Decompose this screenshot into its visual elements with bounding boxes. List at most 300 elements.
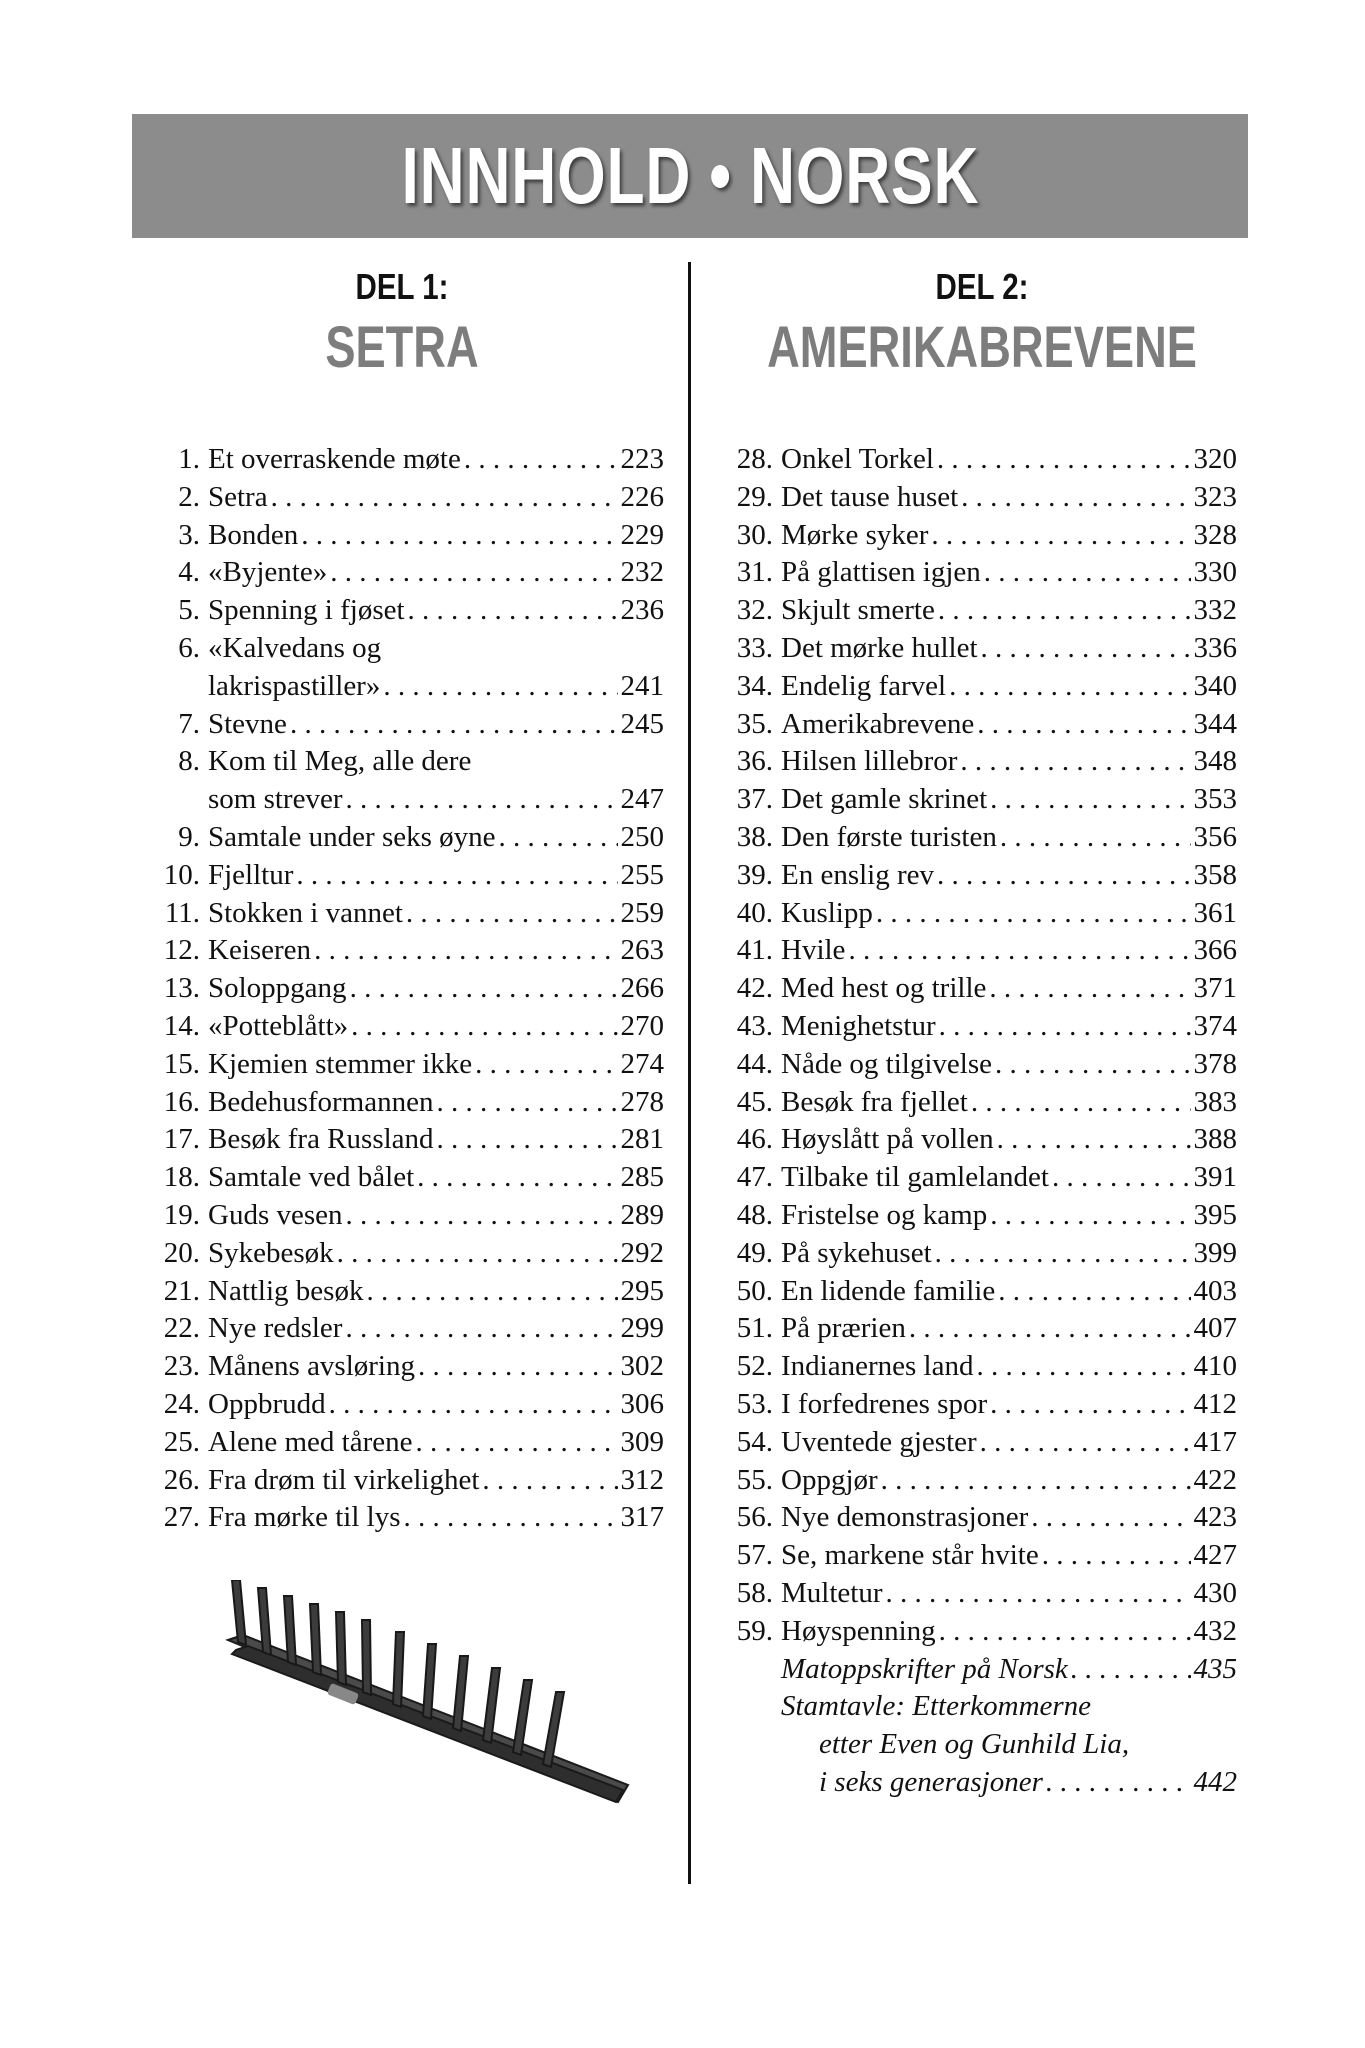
toc-entry-page: 250 xyxy=(620,820,664,853)
toc-entry-number: 21. xyxy=(163,1274,200,1307)
toc-entry[interactable] xyxy=(705,630,1237,668)
toc-entry[interactable] xyxy=(132,592,664,630)
toc-entry-title: Uventede gjester xyxy=(781,1425,977,1458)
leader-dots xyxy=(949,668,1190,706)
toc-entry-number: 11. xyxy=(164,896,200,929)
toc-entry-number: 13. xyxy=(163,972,200,1005)
toc-entry[interactable] xyxy=(132,895,664,933)
toc-entry[interactable] xyxy=(132,479,664,517)
toc-entry-page: 255 xyxy=(620,858,664,891)
toc-entry[interactable] xyxy=(132,1386,664,1424)
toc-entry-page: 442 xyxy=(1193,1765,1237,1798)
leader-dots xyxy=(1031,1499,1190,1537)
toc-entry[interactable] xyxy=(705,895,1237,933)
toc-entry-page: 323 xyxy=(1193,480,1237,513)
toc-entry-page: 241 xyxy=(620,669,664,702)
toc-entry[interactable] xyxy=(705,1197,1237,1235)
leader-dots xyxy=(464,441,618,479)
toc-column-right xyxy=(705,441,1237,1802)
toc-entry[interactable] xyxy=(132,517,664,555)
toc-entry-title: Soloppgang xyxy=(208,972,347,1005)
leader-dots xyxy=(350,970,618,1008)
toc-entry-title: På prærien xyxy=(781,1312,906,1345)
toc-entry-page: 312 xyxy=(620,1463,664,1496)
toc-entry-page: 226 xyxy=(620,480,664,513)
toc-entry[interactable] xyxy=(705,1159,1237,1197)
leader-dots xyxy=(938,592,1191,630)
leader-dots xyxy=(939,1008,1191,1046)
toc-entry-number: 53. xyxy=(736,1387,773,1420)
toc-entry[interactable] xyxy=(705,517,1237,555)
toc-entry[interactable] xyxy=(132,1310,664,1348)
toc-entry[interactable] xyxy=(705,1084,1237,1122)
toc-entry[interactable] xyxy=(705,479,1237,517)
toc-entry-number: 27. xyxy=(163,1501,200,1534)
leader-dots xyxy=(989,970,1190,1008)
toc-entry[interactable] xyxy=(705,781,1237,819)
toc-entry-page: 306 xyxy=(620,1387,664,1420)
toc-entry-number: 36. xyxy=(736,745,773,778)
toc-entry-number: 19. xyxy=(163,1198,200,1231)
toc-entry-title: Høyslått på vollen xyxy=(781,1123,994,1156)
toc-entry-title: Spenning i fjøset xyxy=(208,594,405,627)
toc-entry-page: 330 xyxy=(1193,556,1237,589)
toc-entry-page: 270 xyxy=(620,1009,664,1042)
toc-entry-family-tree[interactable] xyxy=(705,1688,1237,1726)
leader-dots xyxy=(961,479,1190,517)
toc-entry-page: 317 xyxy=(620,1501,664,1534)
toc-entry-number: 38. xyxy=(736,820,773,853)
toc-entry-title: Fra mørke til lys xyxy=(208,1501,401,1534)
toc-entry-title: Bonden xyxy=(208,518,299,551)
toc-entry-number: 20. xyxy=(163,1236,200,1269)
toc-entry-title: Amerikabrevene xyxy=(781,707,975,740)
leader-dots xyxy=(848,932,1190,970)
toc-entry[interactable] xyxy=(705,1348,1237,1386)
toc-entry-title: På sykehuset xyxy=(781,1236,932,1269)
leader-dots xyxy=(290,706,618,744)
leader-dots xyxy=(437,1084,618,1122)
toc-entry[interactable] xyxy=(705,1046,1237,1084)
toc-entry-page: 388 xyxy=(1193,1123,1237,1156)
toc-entry-family-tree-cont xyxy=(705,1726,1237,1764)
toc-entry-page: 223 xyxy=(620,443,664,475)
toc-entry-page: 391 xyxy=(1193,1161,1237,1194)
toc-entry[interactable] xyxy=(132,1008,664,1046)
toc-entry[interactable] xyxy=(705,1462,1237,1500)
toc-entry-number: 12. xyxy=(163,934,200,967)
toc-entry-page: 278 xyxy=(620,1085,664,1118)
toc-entry-page: 295 xyxy=(620,1274,664,1307)
toc-entry-page: 309 xyxy=(620,1425,664,1458)
leader-dots xyxy=(271,479,618,517)
toc-entry-number: 43. xyxy=(736,1009,773,1042)
toc-entry[interactable] xyxy=(132,1499,664,1537)
toc-entry-title: På glattisen igjen xyxy=(781,556,981,589)
toc-entry[interactable] xyxy=(705,1235,1237,1273)
toc-entry[interactable] xyxy=(132,1121,664,1159)
toc-entry-title: En enslig rev xyxy=(781,858,935,891)
leader-dots xyxy=(937,441,1191,479)
toc-entry-title: Alene med tårene xyxy=(208,1425,413,1458)
leader-dots xyxy=(909,1310,1191,1348)
toc-entry-number: 39. xyxy=(736,858,773,891)
toc-entry-number: 59. xyxy=(736,1614,773,1647)
toc-entry-page: 274 xyxy=(620,1047,664,1080)
leader-dots xyxy=(939,1613,1191,1651)
toc-entry xyxy=(132,630,664,668)
toc-entry-title: Et overraskende møte xyxy=(208,443,461,475)
leader-dots xyxy=(935,1235,1191,1273)
toc-entry-title: En lidende familie xyxy=(781,1274,996,1307)
toc-entry[interactable] xyxy=(132,1273,664,1311)
toc-entry-page: 412 xyxy=(1193,1387,1237,1420)
toc-entry[interactable] xyxy=(132,1235,664,1273)
toc-entry-title: Besøk fra fjellet xyxy=(781,1085,968,1118)
leader-dots xyxy=(404,1499,618,1537)
toc-entry-title: Nåde og tilgivelse xyxy=(781,1047,993,1080)
leader-dots xyxy=(1000,819,1191,857)
toc-entry-number: 52. xyxy=(736,1350,773,1383)
toc-entry-title: Kom til Meg, alle dere xyxy=(208,745,472,778)
toc-entry-page: 285 xyxy=(620,1161,664,1194)
leader-dots xyxy=(475,1046,617,1084)
leader-dots xyxy=(881,1462,1191,1500)
leader-dots xyxy=(876,895,1191,933)
toc-entry-page: 302 xyxy=(620,1350,664,1383)
toc-entry-page: 403 xyxy=(1193,1274,1237,1307)
toc-entry-number: 33. xyxy=(736,631,773,664)
toc-entry-number: 22. xyxy=(163,1312,200,1345)
toc-entry-number: 56. xyxy=(736,1501,773,1534)
toc-entry-number: 5. xyxy=(178,594,200,627)
toc-entry-number: 26. xyxy=(163,1463,200,1496)
leader-dots xyxy=(418,1348,618,1386)
toc-entry-title: Kjemien stemmer ikke xyxy=(208,1047,473,1080)
toc-entry-title: Endelig farvel xyxy=(781,669,947,702)
leader-dots xyxy=(977,706,1190,744)
toc-entry-title: Keiseren xyxy=(208,934,312,967)
toc-entry-page: 344 xyxy=(1193,707,1237,740)
toc-entry-number: 51. xyxy=(736,1312,773,1345)
toc-entry-number: 7. xyxy=(178,707,200,740)
toc-entry-title: Hilsen lillebror xyxy=(781,745,958,778)
toc-entry-recipes[interactable] xyxy=(705,1651,1237,1689)
toc-entry-number: 17. xyxy=(163,1123,200,1156)
leader-dots xyxy=(990,781,1190,819)
leader-dots xyxy=(437,1121,618,1159)
toc-entry[interactable] xyxy=(132,554,664,592)
toc-entry-title: Se, markene står hvite xyxy=(781,1539,1039,1572)
toc-column-left xyxy=(132,441,664,1537)
toc-entry-title: Setra xyxy=(208,480,268,513)
leader-dots xyxy=(976,1348,1190,1386)
toc-entry-page: 430 xyxy=(1193,1576,1237,1609)
leader-dots xyxy=(329,1386,618,1424)
part-2-title: AMERIKABREVENE xyxy=(767,315,1197,380)
toc-entry-page: 229 xyxy=(620,518,664,551)
toc-entry-page: 407 xyxy=(1193,1312,1237,1345)
leader-dots xyxy=(1046,1764,1191,1802)
toc-entry-page: 263 xyxy=(620,934,664,967)
leader-dots xyxy=(886,1575,1191,1613)
hay-rake-illustration xyxy=(218,1580,638,1820)
title-banner xyxy=(132,114,1248,238)
leader-dots xyxy=(314,932,617,970)
toc-entry-number: 28. xyxy=(736,443,773,475)
toc-entry-number: 30. xyxy=(736,518,773,551)
toc-entry-number: 1. xyxy=(178,443,200,475)
toc-entry-page: 432 xyxy=(1193,1614,1237,1647)
toc-entry[interactable] xyxy=(705,554,1237,592)
leader-dots xyxy=(1052,1159,1191,1197)
leader-dots xyxy=(931,517,1190,555)
toc-entry-page: 410 xyxy=(1193,1350,1237,1383)
toc-entry-title: Nye demonstrasjoner xyxy=(781,1501,1029,1534)
toc-entry-number: 4. xyxy=(178,556,200,589)
leader-dots xyxy=(408,592,618,630)
toc-entry-number: 44. xyxy=(736,1047,773,1080)
leader-dots xyxy=(995,1046,1190,1084)
toc-entry-page: 348 xyxy=(1193,745,1237,778)
toc-entry-number: 9. xyxy=(178,820,200,853)
leader-dots xyxy=(990,1386,1190,1424)
page-title: INNHOLD • NORSK xyxy=(401,131,979,220)
toc-entry-number: 14. xyxy=(163,1009,200,1042)
leader-dots xyxy=(998,1273,1190,1311)
toc-entry[interactable] xyxy=(132,706,664,744)
toc-entry-number: 55. xyxy=(736,1463,773,1496)
leader-dots xyxy=(981,630,1191,668)
leader-dots xyxy=(416,1424,618,1462)
toc-entry-title: Fristelse og kamp xyxy=(781,1198,988,1231)
toc-entry[interactable] xyxy=(705,1008,1237,1046)
toc-entry-page: 356 xyxy=(1193,820,1237,853)
toc-entry-title: «Kalvedans og xyxy=(208,631,382,664)
leader-dots xyxy=(499,819,618,857)
toc-entry-title: Indianernes land xyxy=(781,1350,974,1383)
toc-entry-page: 422 xyxy=(1193,1463,1237,1496)
toc-entry-page: 374 xyxy=(1193,1009,1237,1042)
toc-entry-number: 8. xyxy=(178,745,200,778)
toc-entry-title: Besøk fra Russland xyxy=(208,1123,434,1156)
toc-entry[interactable] xyxy=(705,1310,1237,1348)
toc-entry[interactable] xyxy=(705,668,1237,706)
toc-entry-title: Menighetstur xyxy=(781,1009,936,1042)
toc-entry-page: 299 xyxy=(620,1312,664,1345)
toc-entry-number: 6. xyxy=(178,631,200,664)
leader-dots xyxy=(482,1462,617,1500)
leader-dots xyxy=(990,1197,1190,1235)
toc-entry[interactable] xyxy=(132,970,664,1008)
toc-entry-title: Bedehusformannen xyxy=(208,1085,434,1118)
toc-entry-title: Nye redsler xyxy=(208,1312,343,1345)
part-1-title: SETRA xyxy=(325,315,479,380)
leader-dots xyxy=(301,517,617,555)
toc-entry-title: Det tause huset xyxy=(781,480,959,513)
toc-entry-number: 34. xyxy=(736,669,773,702)
toc-entry-title: Stokken i vannet xyxy=(208,896,403,929)
part-1-label: DEL 1: xyxy=(355,266,449,307)
toc-entry-title: Fra drøm til virkelighet xyxy=(208,1463,480,1496)
toc-entry[interactable] xyxy=(705,743,1237,781)
toc-entry-number: 46. xyxy=(736,1123,773,1156)
toc-entry-title: Det gamle skrinet xyxy=(781,783,988,816)
toc-entry-title: som strever xyxy=(208,783,343,816)
toc-entry[interactable] xyxy=(705,819,1237,857)
toc-entry-number: 2. xyxy=(178,480,200,513)
toc-entry[interactable] xyxy=(132,1197,664,1235)
toc-entry-title: Fjelltur xyxy=(208,858,294,891)
toc-entry-number: 47. xyxy=(736,1161,773,1194)
toc-entry[interactable] xyxy=(705,857,1237,895)
toc-entry-page: 399 xyxy=(1193,1236,1237,1269)
toc-entry[interactable] xyxy=(132,1046,664,1084)
toc-entry[interactable] xyxy=(705,1575,1237,1613)
leader-dots xyxy=(937,857,1190,895)
leader-dots xyxy=(383,668,617,706)
toc-entry[interactable] xyxy=(132,1424,664,1462)
toc-entry[interactable] xyxy=(705,1273,1237,1311)
toc-entry[interactable] xyxy=(705,1121,1237,1159)
leader-dots xyxy=(417,1159,617,1197)
toc-entry-number: 42. xyxy=(736,972,773,1005)
toc-entry-title: «Byjente» xyxy=(208,556,328,589)
toc-entry[interactable] xyxy=(705,1499,1237,1537)
toc-entry-page: 358 xyxy=(1193,858,1237,891)
leader-dots xyxy=(346,781,618,819)
toc-entry[interactable] xyxy=(705,1613,1237,1651)
toc-entry-title: Tilbake til gamlelandet xyxy=(781,1161,1049,1194)
toc-entry-title: Stevne xyxy=(208,707,287,740)
toc-entry[interactable] xyxy=(705,1386,1237,1424)
toc-entry-page: 232 xyxy=(620,556,664,589)
toc-entry-number: 35. xyxy=(736,707,773,740)
toc-entry-number: 18. xyxy=(163,1161,200,1194)
toc-entry-title: Matoppskrifter på Norsk xyxy=(781,1652,1068,1685)
toc-entry-number: 3. xyxy=(178,518,200,551)
toc-entry-title: Oppgjør xyxy=(781,1463,878,1496)
part-2-label: DEL 2: xyxy=(935,266,1029,307)
toc-entry-number: 49. xyxy=(736,1236,773,1269)
toc-entry[interactable] xyxy=(705,706,1237,744)
toc-entry[interactable] xyxy=(705,1537,1237,1575)
toc-entry-number: 50. xyxy=(736,1274,773,1307)
toc-entry-title: Oppbrudd xyxy=(208,1387,326,1420)
part-2-heading xyxy=(702,262,1262,381)
toc-entry-number: 40. xyxy=(736,896,773,929)
leader-dots xyxy=(1042,1537,1191,1575)
toc-entry-page: 423 xyxy=(1193,1501,1237,1534)
toc-entry[interactable] xyxy=(705,970,1237,1008)
leader-dots xyxy=(984,554,1191,592)
toc-entry-title: Samtale under seks øyne xyxy=(208,820,496,853)
toc-entry-page: 328 xyxy=(1193,518,1237,551)
toc-entry[interactable] xyxy=(132,932,664,970)
leader-dots xyxy=(1071,1651,1191,1689)
toc-entry-page: 247 xyxy=(620,783,664,816)
toc-entry-number: 25. xyxy=(163,1425,200,1458)
toc-entry[interactable] xyxy=(705,592,1237,630)
toc-entry-page: 371 xyxy=(1193,972,1237,1005)
toc-entry-number: 58. xyxy=(736,1576,773,1609)
column-divider xyxy=(688,262,691,1884)
toc-entry[interactable] xyxy=(132,441,664,479)
toc-entry-title: Den første turisten xyxy=(781,820,997,853)
toc-entry-page: 340 xyxy=(1193,669,1237,702)
toc-entry[interactable] xyxy=(705,1424,1237,1462)
toc-entry[interactable] xyxy=(132,1462,664,1500)
part-1-heading xyxy=(122,262,682,381)
toc-entry-page: 435 xyxy=(1193,1652,1237,1685)
toc-entry xyxy=(132,743,664,781)
toc-entry-number: 32. xyxy=(736,594,773,627)
toc-entry-title: Onkel Torkel xyxy=(781,443,934,475)
toc-entry-number: 48. xyxy=(736,1198,773,1231)
toc-entry[interactable] xyxy=(132,1348,664,1386)
toc-entry-number: 16. xyxy=(163,1085,200,1118)
toc-entry-title: Kuslipp xyxy=(781,896,873,929)
toc-entry-page: 366 xyxy=(1193,934,1237,967)
leader-dots xyxy=(346,1197,618,1235)
leader-dots xyxy=(330,554,617,592)
toc-entry-title: i seks generasjoner xyxy=(819,1765,1043,1798)
toc-entry[interactable] xyxy=(705,932,1237,970)
toc-entry-title: Nattlig besøk xyxy=(208,1274,364,1307)
toc-entry-number: 23. xyxy=(163,1350,200,1383)
toc-entry[interactable] xyxy=(705,441,1237,479)
leader-dots xyxy=(980,1424,1191,1462)
toc-entry-number: 31. xyxy=(736,556,773,589)
toc-entry-number: 29. xyxy=(736,480,773,513)
toc-entry-page: 353 xyxy=(1193,783,1237,816)
toc-entry-title: Stamtavle: Etterkommerne xyxy=(781,1690,1092,1723)
leader-dots xyxy=(351,1008,617,1046)
toc-entry-page: 383 xyxy=(1193,1085,1237,1118)
toc-entry-page: 292 xyxy=(620,1236,664,1269)
leader-dots xyxy=(960,743,1190,781)
toc-entry-page: 332 xyxy=(1193,594,1237,627)
leader-dots xyxy=(296,857,617,895)
toc-entry[interactable] xyxy=(132,668,664,706)
toc-entry[interactable] xyxy=(132,857,664,895)
leader-dots xyxy=(366,1273,617,1311)
toc-entry-page: 427 xyxy=(1193,1539,1237,1572)
toc-entry-title: lakrispastiller» xyxy=(208,669,381,702)
toc-entry-number: 54. xyxy=(736,1425,773,1458)
toc-entry-page: 281 xyxy=(620,1123,664,1156)
toc-entry-title: Samtale ved bålet xyxy=(208,1161,415,1194)
toc-entry[interactable] xyxy=(132,1159,664,1197)
toc-entry-title: I forfedrenes spor xyxy=(781,1387,988,1420)
toc-entry-page: 245 xyxy=(620,707,664,740)
toc-entry-title: Hvile xyxy=(781,934,846,967)
toc-entry-title: Det mørke hullet xyxy=(781,631,978,664)
toc-entry-title: «Potteblått» xyxy=(208,1009,349,1042)
toc-entry-number: 41. xyxy=(736,934,773,967)
toc-entry[interactable] xyxy=(132,781,664,819)
toc-entry[interactable] xyxy=(132,819,664,857)
toc-entry-family-tree-cont xyxy=(705,1764,1237,1802)
leader-dots xyxy=(997,1121,1191,1159)
toc-entry-number: 15. xyxy=(163,1047,200,1080)
toc-entry-page: 395 xyxy=(1193,1198,1237,1231)
leader-dots xyxy=(971,1084,1191,1122)
toc-entry-title: Guds vesen xyxy=(208,1198,343,1231)
toc-entry[interactable] xyxy=(132,1084,664,1122)
toc-entry-page: 417 xyxy=(1193,1425,1237,1458)
toc-entry-number: 10. xyxy=(163,858,200,891)
